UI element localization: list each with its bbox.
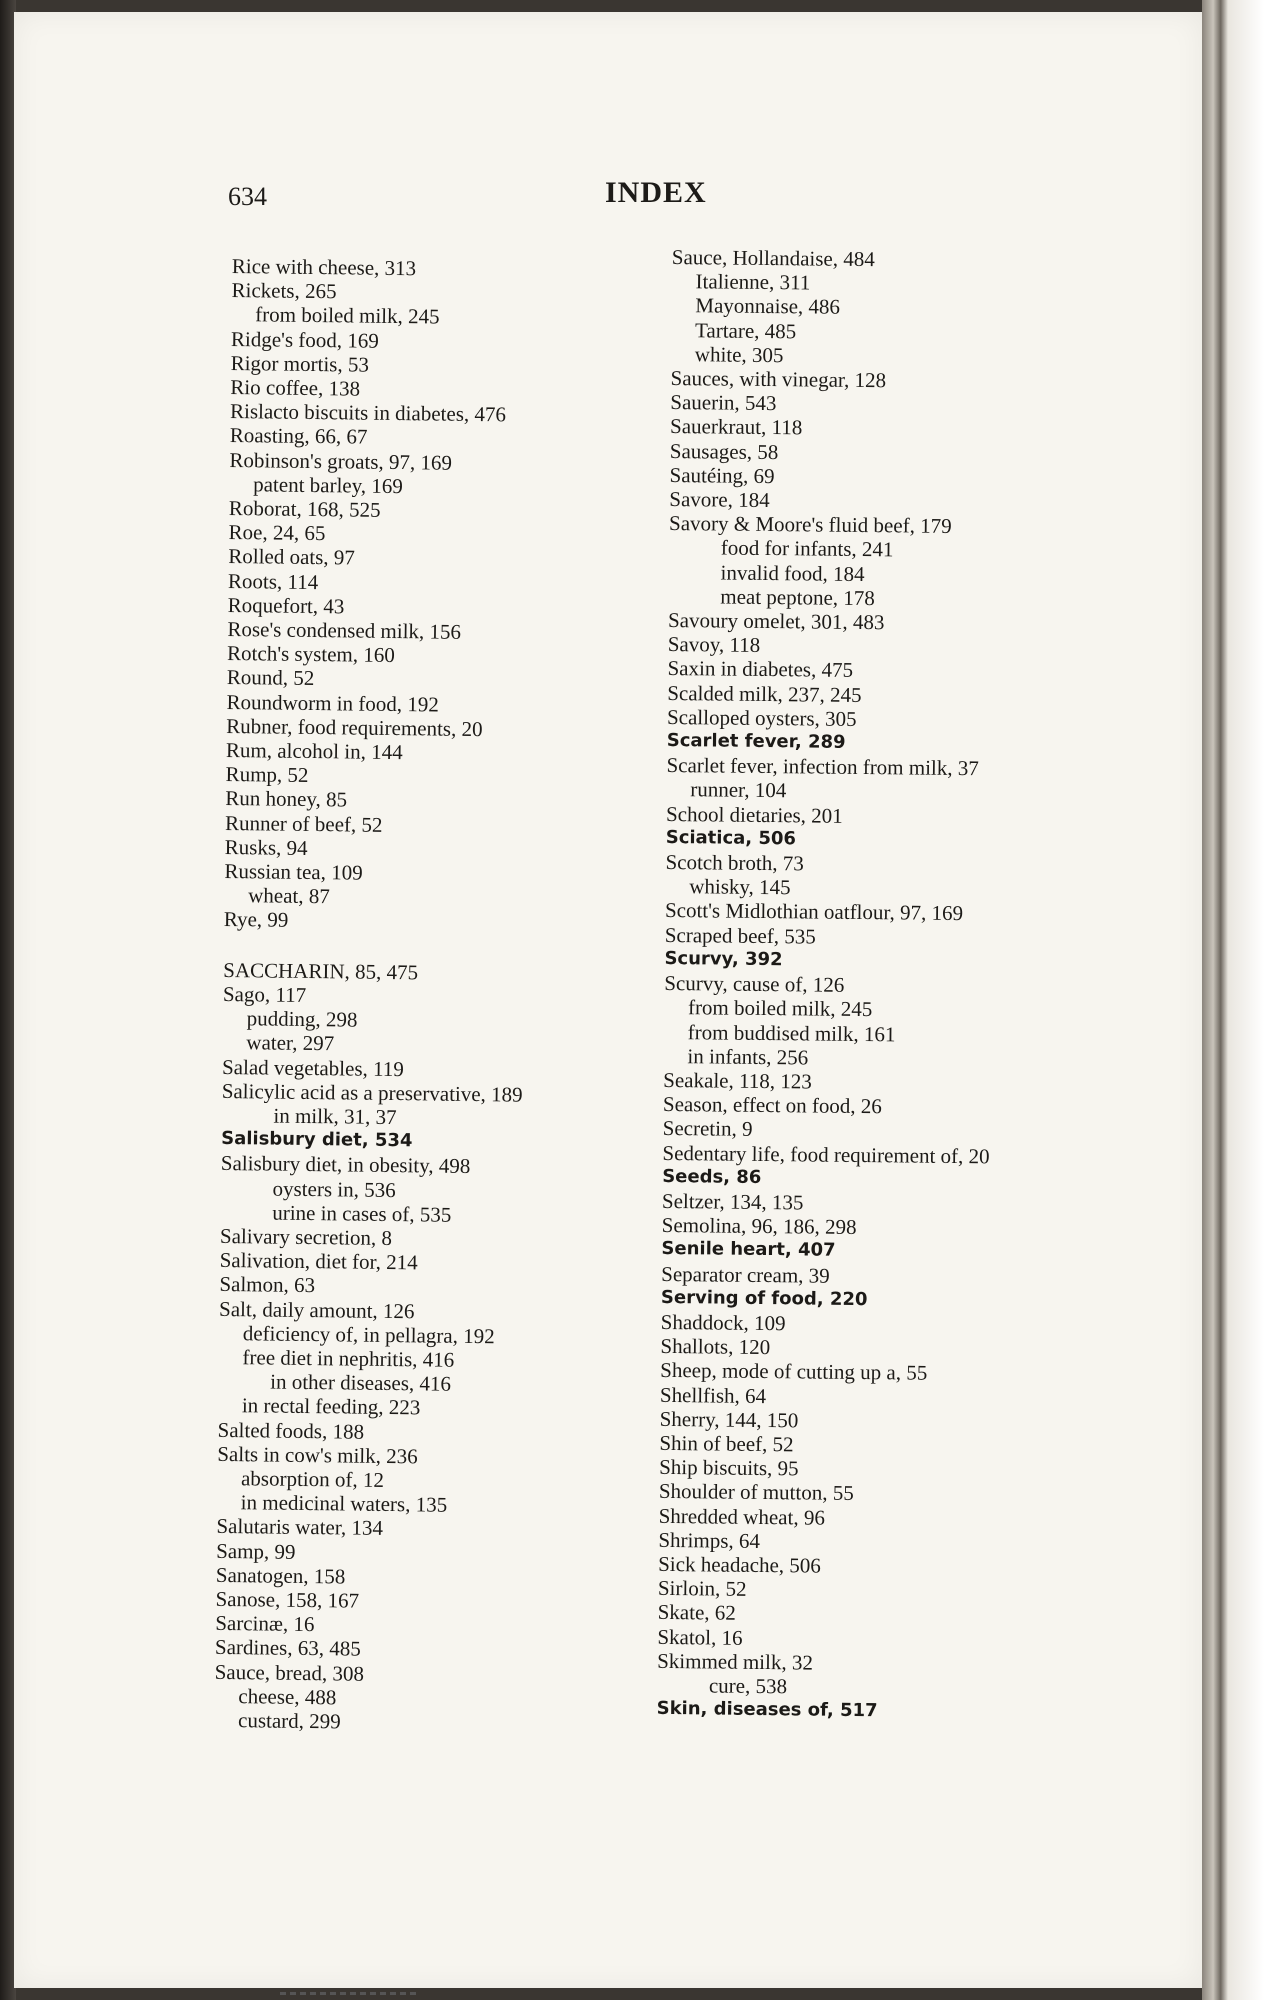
index-entry: Savoy, 118 — [667, 632, 761, 658]
index-entry: Salisbury diet, 534 — [221, 1128, 413, 1152]
index-entry: Salivary secretion, 8 — [219, 1223, 393, 1250]
index-entry: Sedentary life, food requirement of, 20 — [662, 1140, 990, 1168]
index-entry: Scurvy, 392 — [664, 947, 783, 971]
index-entry: Salts in cow's milk, 236 — [217, 1441, 418, 1469]
index-entry: Sherry, 144, 150 — [659, 1406, 799, 1433]
index-entry: Sheep, mode of cutting up a, 55 — [660, 1358, 928, 1386]
index-subentry: in infants, 256 — [687, 1043, 809, 1070]
index-entry: Sago, 117 — [222, 981, 307, 1007]
index-entry: Skate, 62 — [657, 1600, 736, 1626]
index-subentry: white, 305 — [694, 342, 784, 367]
index-subentry: from buddised milk, 161 — [687, 1019, 896, 1046]
index-entry: Secretin, 9 — [662, 1116, 753, 1142]
index-subentry: runner, 104 — [690, 777, 787, 803]
index-subentry: invalid food, 184 — [720, 560, 865, 586]
index-entry: Roots, 114 — [227, 568, 319, 594]
page-header — [0, 176, 1264, 216]
index-entry: Salisbury diet, in obesity, 498 — [220, 1151, 471, 1179]
index-subentry: deficiency of, in pellagra, 192 — [242, 1320, 495, 1349]
index-entry: Salted foods, 188 — [217, 1417, 365, 1444]
book-binding-edge — [1202, 0, 1264, 2000]
index-subentry: pudding, 298 — [246, 1006, 358, 1032]
index-subentry: water, 297 — [246, 1030, 335, 1056]
index-entry: Salmon, 63 — [219, 1272, 316, 1298]
index-entry: Runner of beef, 52 — [224, 810, 383, 837]
index-subentry: patent barley, 169 — [253, 472, 403, 498]
index-column-left — [214, 254, 702, 1738]
index-entry: Roasting, 66, 67 — [229, 423, 368, 450]
index-entry: Roborat, 168, 525 — [228, 496, 381, 522]
index-entry: Rubner, food requirements, 20 — [226, 713, 483, 741]
index-entry: Sick headache, 506 — [658, 1551, 822, 1578]
index-entry: Round, 52 — [226, 665, 315, 691]
index-entry: Rickets, 265 — [231, 278, 337, 304]
index-entry: Roundworm in food, 192 — [226, 689, 439, 717]
index-subentry: wheat, 87 — [248, 883, 330, 909]
index-entry: Scotch broth, 73 — [665, 850, 804, 876]
index-subentry: in medicinal waters, 135 — [240, 1490, 448, 1517]
index-entry: Sirloin, 52 — [657, 1576, 747, 1602]
index-entry: Savore, 184 — [669, 487, 770, 513]
index-entry: SACCHARIN, 85, 475 — [223, 957, 419, 985]
index-entry: Scalloped oysters, 305 — [666, 704, 857, 731]
index-entry: Salad vegetables, 119 — [221, 1054, 404, 1081]
index-entry: Rice with cheese, 313 — [231, 254, 417, 281]
index-entry: Skatol, 16 — [657, 1624, 743, 1650]
index-entry: Scott's Midlothian oatflour, 97, 169 — [664, 898, 964, 926]
index-entry: Rolled oats, 97 — [228, 544, 356, 570]
index-entry: Scarlet fever, infection from milk, 37 — [666, 753, 979, 781]
index-entry: Roe, 24, 65 — [228, 520, 326, 546]
index-subentry: in other diseases, 416 — [270, 1369, 452, 1396]
index-entry: Shallots, 120 — [660, 1334, 771, 1360]
index-subentry: whisky, 145 — [689, 874, 791, 900]
index-entry: Seakale, 118, 123 — [663, 1067, 812, 1094]
index-entry: Scraped beef, 535 — [664, 922, 816, 949]
index-column-right — [657, 245, 1142, 1726]
index-entry: Salicylic acid as a preservative, 189 — [221, 1078, 523, 1107]
index-entry: Scarlet fever, 289 — [666, 730, 846, 753]
index-entry: Russian tea, 109 — [224, 859, 363, 885]
index-subentry: from boiled milk, 245 — [687, 995, 873, 1022]
index-entry: Robinson's groats, 97, 169 — [229, 447, 453, 475]
index-entry: Shellfish, 64 — [659, 1382, 767, 1408]
index-entry: Shaddock, 109 — [660, 1309, 786, 1336]
index-entry: Rye, 99 — [223, 907, 289, 933]
index-entry: Salivation, diet for, 214 — [219, 1248, 418, 1275]
index-entry: Sauces, with vinegar, 128 — [670, 366, 887, 393]
index-entry: Serving of food, 220 — [660, 1286, 868, 1310]
index-entry: Salt, daily amount, 126 — [218, 1296, 415, 1323]
index-entry: Sardines, 63, 485 — [214, 1635, 361, 1662]
index-entry: Scalded milk, 237, 245 — [667, 680, 862, 707]
index-subentry: oysters in, 536 — [272, 1176, 396, 1202]
index-entry: Sauerkraut, 118 — [669, 414, 803, 440]
index-entry: Semolina, 96, 186, 298 — [661, 1213, 857, 1240]
index-subentry: free diet in nephritis, 416 — [242, 1345, 455, 1372]
index-subentry: Mayonnaise, 486 — [695, 293, 841, 320]
index-entry: Rose's condensed milk, 156 — [227, 617, 462, 644]
index-entry: Skin, diseases of, 517 — [656, 1698, 878, 1722]
index-subentry: in milk, 31, 37 — [273, 1103, 397, 1129]
index-entry: Seltzer, 134, 135 — [661, 1188, 804, 1215]
index-subentry: cure, 538 — [708, 1673, 788, 1699]
index-entry: Sauce, bread, 308 — [214, 1659, 365, 1686]
index-subentry: cheese, 488 — [238, 1683, 337, 1710]
index-entry: Rigor mortis, 53 — [230, 350, 370, 377]
index-entry: Rotch's system, 160 — [226, 641, 395, 668]
index-entry: Saxin in diabetes, 475 — [667, 656, 854, 683]
index-entry: Shredded wheat, 96 — [658, 1503, 826, 1530]
index-entry: Run honey, 85 — [225, 786, 348, 812]
index-entry: Savory & Moore's fluid beef, 179 — [668, 511, 952, 539]
index-entry: Scurvy, cause of, 126 — [664, 971, 845, 997]
index-entry: Sauerin, 543 — [670, 390, 777, 416]
index-subentry: food for infants, 241 — [720, 535, 894, 562]
index-entry: Sanatogen, 158 — [215, 1562, 346, 1589]
index-entry: Rusks, 94 — [224, 834, 308, 860]
page-bottom-mark — [280, 1992, 420, 1995]
index-entry: Season, effect on food, 26 — [662, 1092, 883, 1119]
index-entry: Sauce, Hollandaise, 484 — [671, 245, 875, 272]
index-subentry: in rectal feeding, 223 — [241, 1393, 421, 1420]
index-entry: Salutaris water, 134 — [216, 1514, 384, 1541]
index-entry: Sausages, 58 — [669, 438, 779, 464]
index-entry: Rio coffee, 138 — [230, 375, 361, 401]
page-title: INDEX — [605, 176, 707, 209]
index-entry: Shin of beef, 52 — [659, 1430, 794, 1457]
index-subentry: custard, 299 — [237, 1708, 341, 1734]
index-subentry: Tartare, 485 — [694, 317, 797, 343]
index-entry: Seeds, 86 — [662, 1165, 762, 1188]
index-entry: Skimmed milk, 32 — [657, 1648, 814, 1675]
page-number: 634 — [228, 182, 267, 211]
index-entry: Sautéing, 69 — [669, 462, 775, 488]
index-entry: Ship biscuits, 95 — [659, 1455, 799, 1481]
index-entry: School dietaries, 201 — [665, 801, 843, 828]
index-entry: Separator cream, 39 — [661, 1261, 830, 1288]
index-entry: Rum, alcohol in, 144 — [225, 738, 403, 765]
index-entry: Shrimps, 64 — [658, 1527, 761, 1553]
index-entry: Senile heart, 407 — [661, 1238, 836, 1262]
index-subentry: from boiled milk, 245 — [255, 302, 440, 329]
index-entry: Savoury omelet, 301, 483 — [667, 608, 885, 635]
index-entry: Sanose, 158, 167 — [215, 1586, 360, 1613]
index-subentry: urine in cases of, 535 — [272, 1200, 452, 1227]
index-subentry: absorption of, 12 — [240, 1466, 385, 1492]
index-entry: Shoulder of mutton, 55 — [658, 1479, 854, 1506]
index-entry: Roquefort, 43 — [227, 592, 345, 619]
index-entry: Sarcinæ, 16 — [215, 1611, 315, 1637]
index-subentry: meat peptone, 178 — [720, 584, 875, 610]
index-entry: Samp, 99 — [216, 1538, 296, 1564]
index-entry: Rislacto biscuits in diabetes, 476 — [229, 399, 507, 427]
index-entry: Rump, 52 — [225, 762, 309, 788]
index-subentry: Italienne, 311 — [695, 269, 811, 295]
index-entry: Ridge's food, 169 — [230, 326, 379, 353]
index-entry: Sciatica, 506 — [665, 826, 797, 850]
